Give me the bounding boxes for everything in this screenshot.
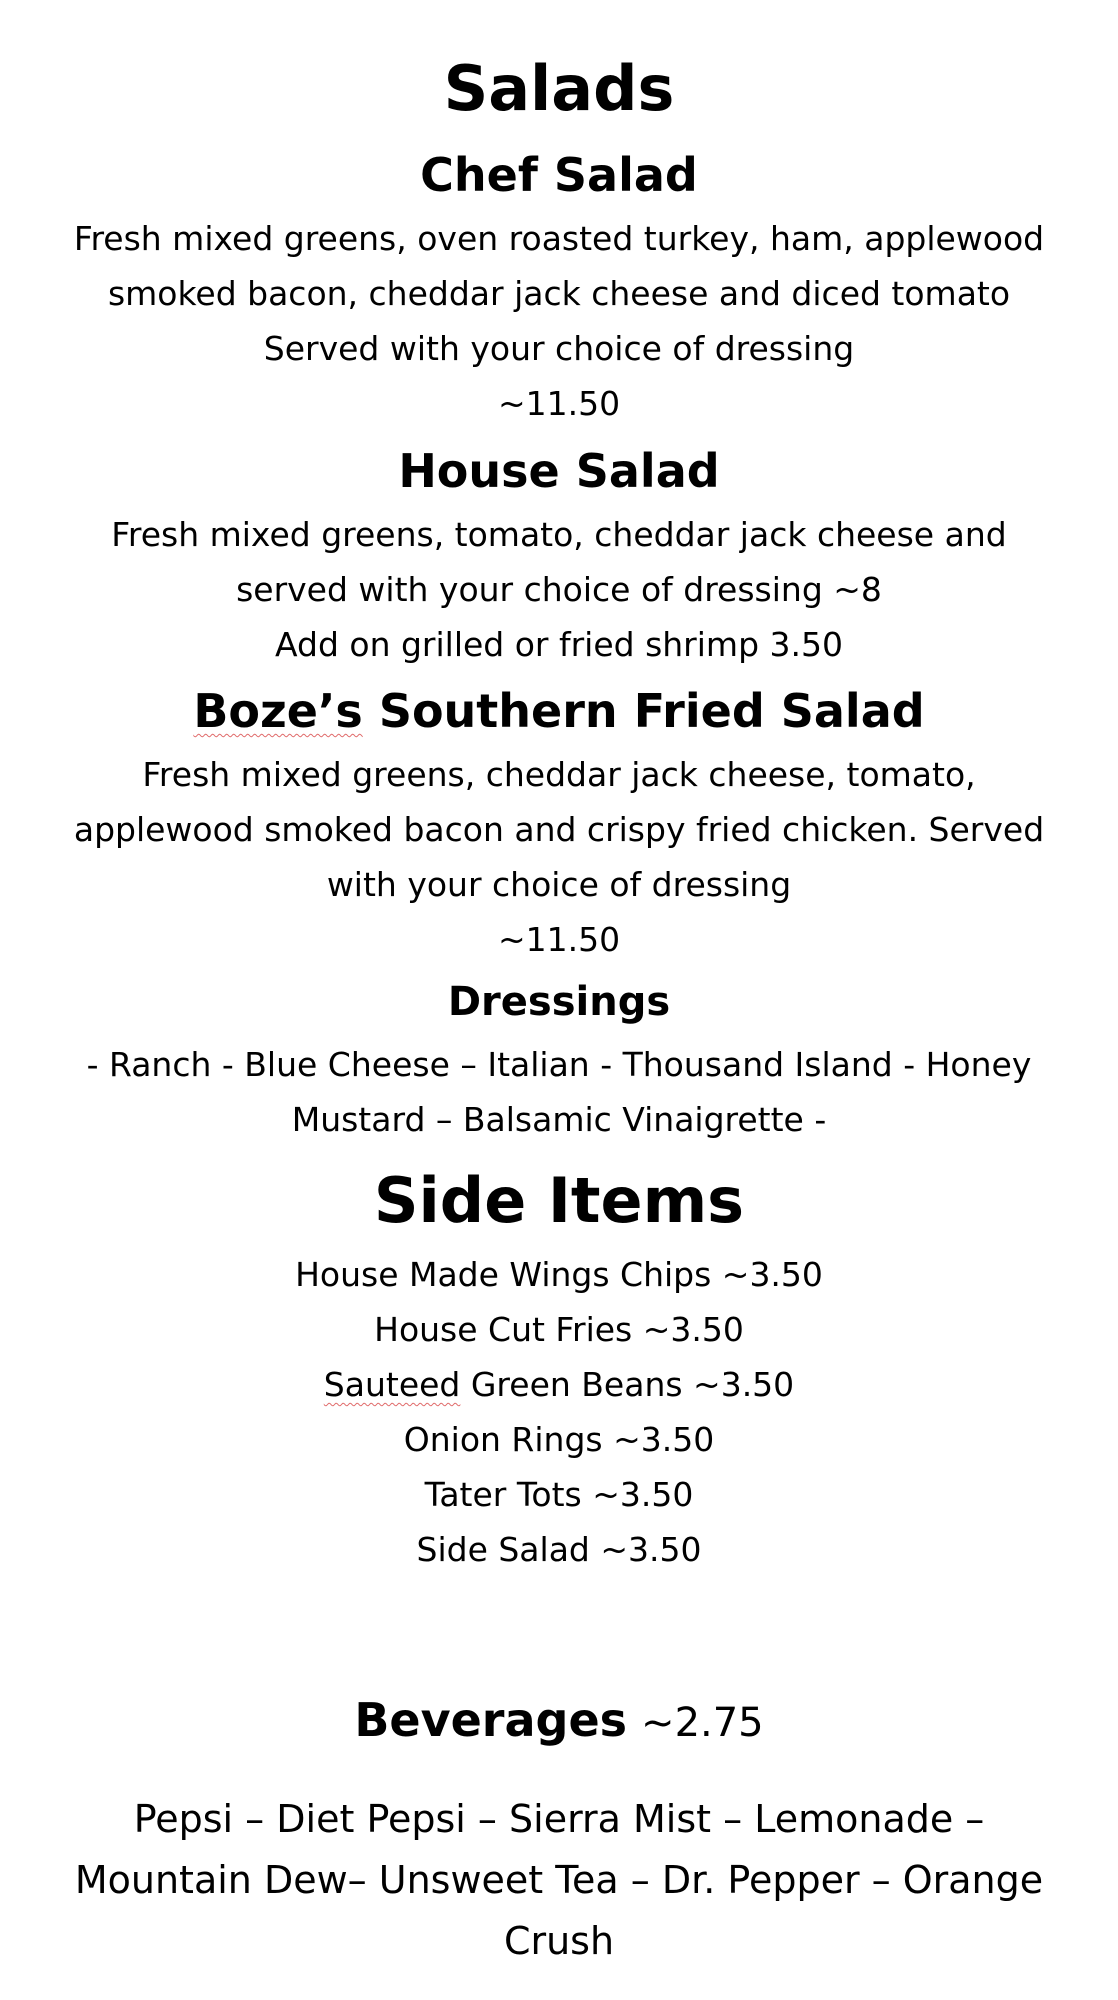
side-item: House Made Wings Chips ~3.50: [295, 1255, 823, 1294]
side-item: [0, 1365, 1118, 1404]
southern-fried-salad-title: [0, 684, 1118, 738]
southern-fried-salad-description-line: with your choice of dressing: [326, 865, 792, 904]
southern-fried-salad-title-part: Boze’s: [193, 684, 363, 738]
side-item-part: Sauteed: [323, 1365, 461, 1404]
southern-fried-salad-title-part: Southern Fried Salad: [362, 684, 925, 738]
house-salad-title: House Salad: [398, 444, 720, 498]
house-salad-addon: Add on grilled or fried shrimp 3.50: [275, 625, 843, 664]
chef-salad-description-line: Served with your choice of dressing: [263, 329, 855, 368]
chef-salad-price: ~11.50: [497, 384, 621, 423]
side-item: House Cut Fries ~3.50: [374, 1310, 744, 1349]
house-salad-description-line: served with your choice of dressing ~8: [236, 570, 882, 609]
beverages-price: ~2.75: [641, 1700, 764, 1746]
dressings-list-line: - Ranch - Blue Cheese – Italian - Thousand Island - Honey: [86, 1045, 1032, 1084]
dressings-list-line: Mustard – Balsamic Vinaigrette -: [291, 1100, 827, 1139]
chef-salad-title: Chef Salad: [420, 148, 698, 202]
side-item: Side Salad ~3.50: [416, 1530, 702, 1569]
chef-salad-description-line: smoked bacon, cheddar jack cheese and diced tomato: [107, 274, 1011, 313]
beverages-list-line: Crush: [503, 1919, 615, 1963]
dressings-heading: Dressings: [447, 979, 671, 1025]
southern-fried-salad-price: ~11.50: [497, 920, 621, 959]
beverages-heading: Beverages: [354, 1693, 628, 1747]
beverages-list-line: Pepsi – Diet Pepsi – Sierra Mist – Lemonade –: [133, 1797, 985, 1841]
side-item: Onion Rings ~3.50: [403, 1420, 715, 1459]
side-item: Tater Tots ~3.50: [424, 1475, 694, 1514]
side-items-heading: Side Items: [373, 1164, 745, 1237]
side-item-part: Green Beans ~3.50: [460, 1365, 795, 1404]
salads-heading: Salads: [443, 52, 675, 125]
southern-fried-salad-description-line: applewood smoked bacon and crispy fried chicken. Served: [73, 810, 1045, 849]
chef-salad-description-line: Fresh mixed greens, oven roasted turkey, ham, applewood: [73, 219, 1045, 258]
beverages-header: [0, 1693, 1118, 1747]
beverages-list-line: Mountain Dew– Unsweet Tea – Dr. Pepper – Orange: [74, 1858, 1044, 1902]
house-salad-description-line: Fresh mixed greens, tomato, cheddar jack cheese and: [111, 515, 1007, 554]
southern-fried-salad-description-line: Fresh mixed greens, cheddar jack cheese, tomato,: [142, 755, 976, 794]
